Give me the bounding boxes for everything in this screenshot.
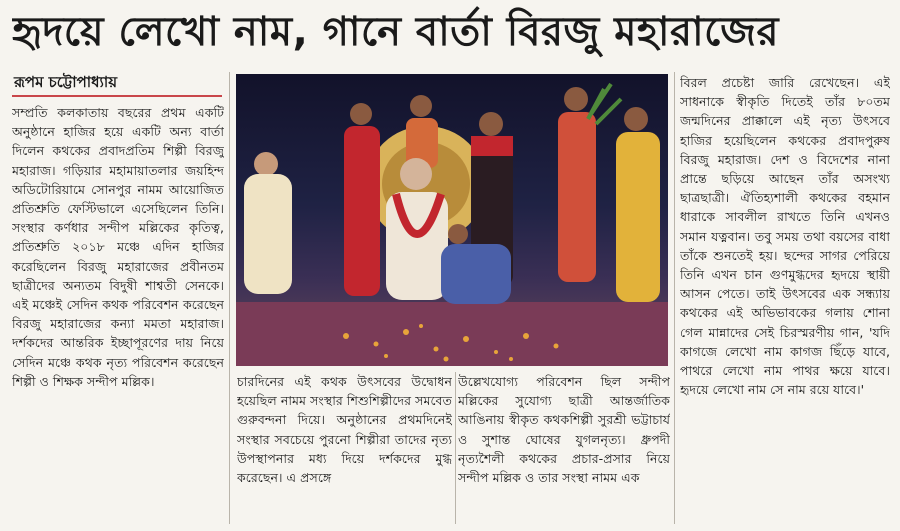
column-divider	[229, 72, 230, 524]
headline: হৃদয়ে লেখো নাম, গানে বার্তা বিরজু মহারাজের	[12, 9, 779, 55]
seated-woman-left	[244, 152, 292, 294]
article-column-2	[237, 372, 452, 524]
column-3-paragraph: উল্লেখযোগ্য পরিবেশন ছিল সন্দীপ মল্লিকের সুযোগ্য ছাত্রী আন্তর্জাতিক আঙিনায় স্বীকৃত কথকশিল্পী সুরশ্রী ভট্টাচার্য ও সুশান্ত ঘোষের যুগলনৃত্য। ধ্রুপদী নৃত্যশৈলী কথকের প্রচার-প্রসার নিয়ে সন্দীপ মল্লিক ও তার সংস্থা নামম এক	[458, 374, 670, 486]
column-4-paragraph: বিরল প্রচেষ্টা জারি রেখেছেন। এই সাধনাকে স্বীকৃতি দিতেই তাঁর ৮০তম জন্মদিনের প্রাক্কালে এই নৃত্য উৎসবে হাজির হয়েছিলেন কথকের প্রবাদপুরুষ বিরজু মহারাজ। দেশ ও বিদেশের নানা প্রান্তে ছড়িয়ে আছেন তাঁর অসংখ্য ছাত্রছাত্রী। ঐতিহ্যশালী কথকের বহমান ধারাকে সাবলীল রাখতে তিনি এখনও সমান যত্নবান। তবু সময় তথা বয়সের বাধা তাঁকে শুনতেই হয়। ছন্দের সাগর পেরিয়ে তিনি এখন চান গুণমুগ্ধদের হৃদয়ে স্থায়ী আসন পেতে। তাই উৎসবের এক সন্ধ্যায় কথকের এই অভিভাবকের গলায় শোনা গেল মান্নাদের সেই চিরস্মরণীয় গান, 'যদি কাগজে লেখো নাম কাগজ ছিঁড়ে যাবে, পাথরে লেখো নাম পাথর ক্ষয়ে যাবে। হৃদয়ে লেখো নাম সে নাম রয়ে যাবে।'	[680, 75, 890, 398]
byline: রূপম চট্টোপাধ্যায়	[14, 73, 118, 91]
byline-rule	[12, 95, 222, 97]
column-1-paragraph: সম্প্রতি কলকাতায় বছরের প্রথম একটি অনুষ্ঠানে হাজির হয়ে একটি অন্য বার্তা দিলেন কথকের প্রবাদপ্রতিম শিল্পী বিরজু মহারাজ। গড়িয়ার মহামায়াতলার জয়হিন্দ অডিটোরিয়ামে সোনপুর নামম আয়োজিত প্রতিশ্রুতি ফেস্টিভালে এসেছিলেন তিনি। সংস্থার কর্ণধার সন্দীপ মল্লিকের কৃতিত্ব, প্রতিশ্রুতি ২০১৮ মঞ্চে এদিন হাজির করেছিলেন বিরজু মহারাজের প্রবীনতম ছাত্রীদের অন্যতম বিদুষী শাশ্বতী সেনকে। এই মঞ্চেই সেদিন কথক পরিবেশন করেছেন বিরজু মহারাজের কন্যা মমতা মহারাজ। দর্শকদের আন্তরিক ইচ্ছাপূরণের দায় নিয়ে সেদিন মঞ্চে কথক নৃত্য পরিবেশন করেছেন শিল্পী ও শিক্ষক সন্দীপ মল্লিক।	[12, 105, 224, 389]
stage-floor	[236, 302, 668, 366]
column-2-paragraph: চারদিনের এই কথক উৎসবের উদ্বোধন হয়েছিল নামম সংস্থার শিশুশিল্পীদের সমবেত গুরুবন্দনা দিয়ে। অনুষ্ঠানের প্রথমদিনেই সংস্থার সবচেয়ে পুরনো শিল্পীরা তাদের নৃত্য উপস্থাপনার মধ্য দিয়ে দর্শকদের মুগ্ধ করেছেন। এ প্রসঙ্গে	[237, 374, 452, 486]
article-column-4	[680, 73, 890, 525]
dancer-red-left	[344, 103, 380, 296]
man-with-plant	[558, 84, 621, 282]
article-column-3	[458, 372, 670, 524]
dancer-behind-chair	[406, 95, 438, 168]
stage-photo	[236, 74, 668, 366]
stage-photo-illustration	[236, 74, 668, 366]
article-column-1	[12, 103, 224, 523]
dancer-yellow-right	[616, 107, 660, 302]
column-divider	[455, 372, 456, 524]
column-divider	[674, 72, 675, 524]
